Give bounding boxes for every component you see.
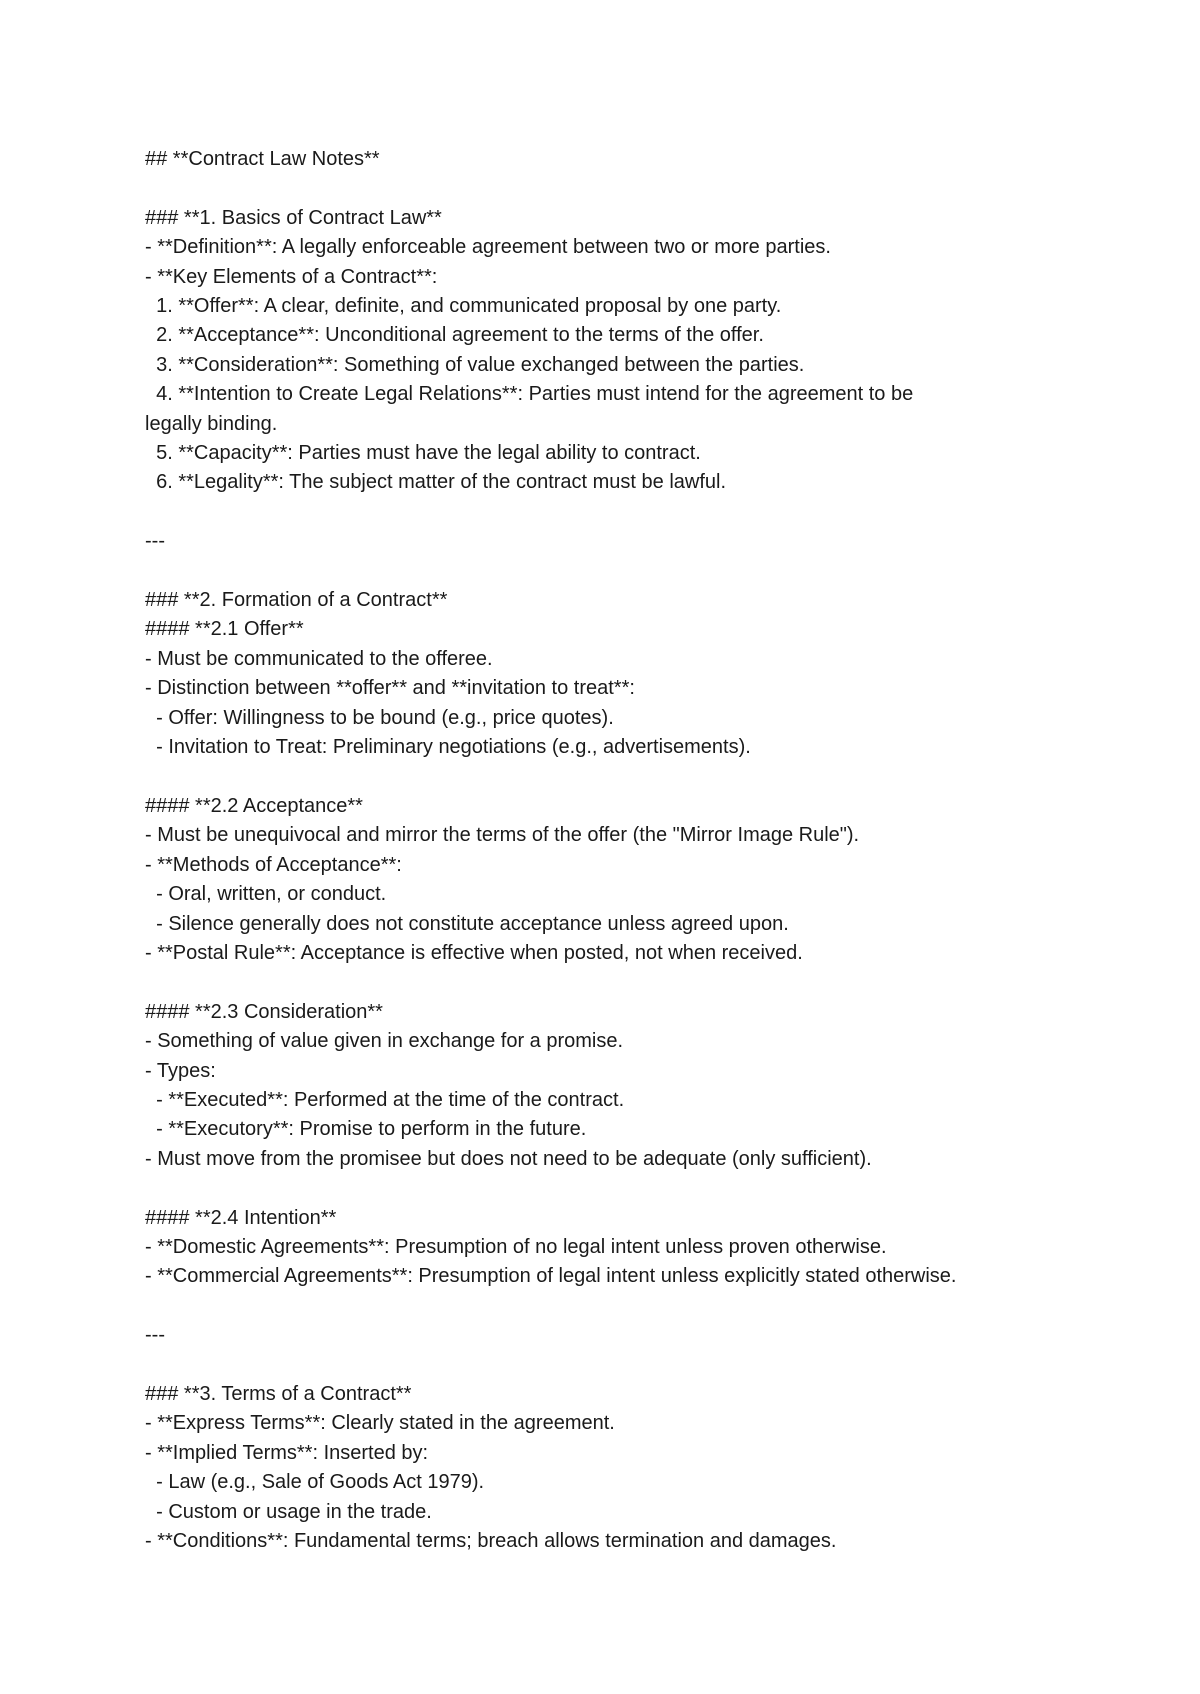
blank-line	[145, 968, 1075, 997]
bullet-list-item: - Must be communicated to the offeree.	[145, 647, 493, 670]
bullet-list-item: - Oral, written, or conduct.	[145, 883, 387, 906]
bullet-list-item: - **Domestic Agreements**: Presumption of no legal intent unless proven otherwise.	[145, 1235, 887, 1258]
bullet-list-item: - **Key Elements of a Contract**:	[145, 265, 438, 288]
text-line: legally binding.	[145, 412, 278, 435]
bullet-list-item: - Must move from the promisee but does not need to be adequate (only sufficient).	[145, 1147, 872, 1170]
subsection-heading: #### **2.3 Consideration**	[145, 1000, 383, 1023]
bullet-list-item: - **Implied Terms**: Inserted by:	[145, 1441, 429, 1464]
subsection-heading: #### **2.2 Acceptance**	[145, 794, 363, 817]
section-heading: ### **2. Formation of a Contract**	[145, 589, 448, 612]
subsection-heading: #### **2.1 Offer**	[145, 618, 304, 641]
bullet-list-item: - **Commercial Agreements**: Presumption of legal intent unless explicitly stated otherwise.	[145, 1265, 957, 1288]
bullet-list-item: - Distinction between **offer** and **invitation to treat**:	[145, 677, 635, 700]
blank-line	[145, 1174, 1075, 1203]
numbered-list-item: 1. **Offer**: A clear, definite, and communicated proposal by one party.	[145, 295, 782, 318]
document-title: ## **Contract Law Notes**	[145, 148, 380, 170]
blank-line	[145, 557, 1075, 586]
bullet-list-item: - Invitation to Treat: Preliminary negotiations (e.g., advertisements).	[145, 736, 751, 759]
bullet-list-item: - **Executory**: Promise to perform in the future.	[145, 1118, 587, 1141]
bullet-list-item: - Types:	[145, 1059, 216, 1082]
horizontal-rule-marker: ---	[145, 530, 165, 553]
blank-line	[145, 1292, 1075, 1321]
bullet-list-item: - Must be unequivocal and mirror the terms of the offer (the "Mirror Image Rule").	[145, 824, 860, 847]
blank-line	[145, 1351, 1075, 1380]
bullet-list-item: - Offer: Willingness to be bound (e.g., price quotes).	[145, 706, 614, 729]
document-body	[145, 145, 1075, 1556]
bullet-list-item: - Custom or usage in the trade.	[145, 1500, 432, 1523]
bullet-list-item: - Something of value given in exchange for a promise.	[145, 1030, 624, 1053]
blank-line	[145, 498, 1075, 527]
numbered-list-item: 6. **Legality**: The subject matter of the contract must be lawful.	[145, 471, 727, 494]
bullet-list-item: - **Methods of Acceptance**:	[145, 853, 402, 876]
numbered-list-item: 5. **Capacity**: Parties must have the legal ability to contract.	[145, 442, 701, 465]
bullet-list-item: - Silence generally does not constitute acceptance unless agreed upon.	[145, 912, 789, 935]
numbered-list-item: 3. **Consideration**: Something of value exchanged between the parties.	[145, 353, 805, 376]
bullet-list-item: - **Definition**: A legally enforceable agreement between two or more parties.	[145, 236, 831, 259]
section-heading: ### **3. Terms of a Contract**	[145, 1382, 412, 1405]
bullet-list-item: - **Express Terms**: Clearly stated in the agreement.	[145, 1412, 615, 1435]
bullet-list-item: - **Executed**: Performed at the time of the contract.	[145, 1088, 625, 1111]
numbered-list-item: 4. **Intention to Create Legal Relations**: Parties must intend for the agreement to be	[145, 383, 914, 406]
bullet-list-item: - Law (e.g., Sale of Goods Act 1979).	[145, 1471, 485, 1494]
bullet-list-item: - **Postal Rule**: Acceptance is effective when posted, not when received.	[145, 941, 803, 964]
horizontal-rule-marker: ---	[145, 1324, 165, 1347]
bullet-list-item: - **Conditions**: Fundamental terms; breach allows termination and damages.	[145, 1529, 837, 1552]
subsection-heading: #### **2.4 Intention**	[145, 1206, 337, 1229]
section-heading: ### **1. Basics of Contract Law**	[145, 206, 442, 229]
numbered-list-item: 2. **Acceptance**: Unconditional agreement to the terms of the offer.	[145, 324, 764, 347]
blank-line	[145, 762, 1075, 791]
blank-line	[145, 174, 1075, 203]
